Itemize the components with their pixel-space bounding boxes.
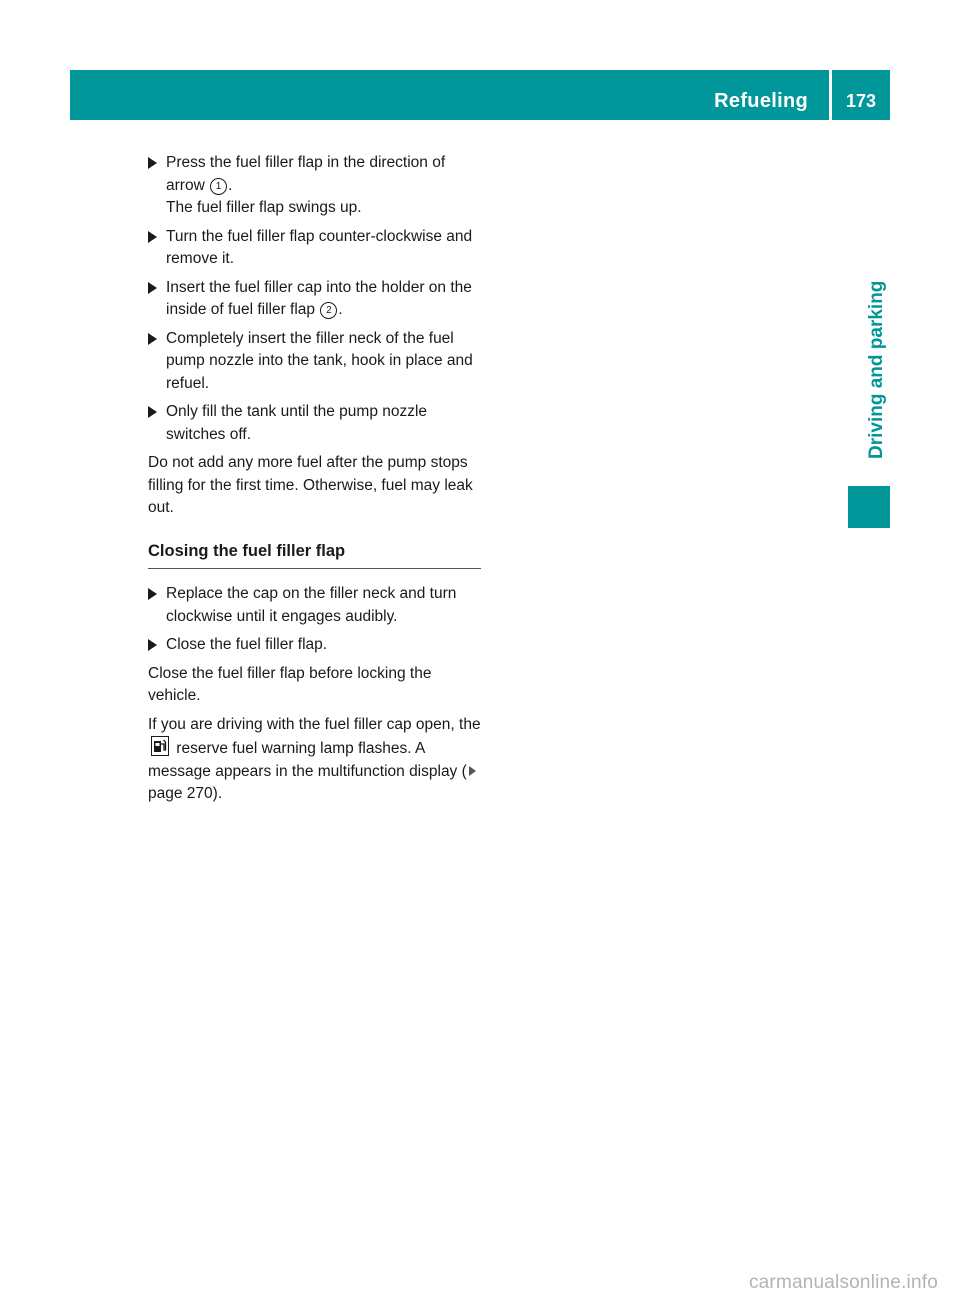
step-text: Press the fuel filler flap in the direction of arrow bbox=[166, 154, 446, 194]
fuel-pump-icon bbox=[151, 736, 169, 756]
note-paragraph: Close the fuel filler flap before locking the vehicle. bbox=[148, 664, 432, 704]
step-text: Turn the fuel filler flap counter-clockwise and remove it. bbox=[166, 227, 473, 267]
step-text: Replace the cap on the filler neck and turn clockwise until it engages audibly. bbox=[166, 585, 457, 625]
instruction-step bbox=[148, 226, 481, 271]
step-arrow-icon bbox=[148, 282, 157, 294]
step-text: Only fill the tank until the pump nozzle switches off. bbox=[166, 403, 428, 443]
number-2-icon: 2 bbox=[320, 302, 337, 319]
number-1-icon: 1 bbox=[210, 178, 227, 195]
instruction-step bbox=[148, 328, 481, 396]
section-heading: Closing the fuel filler flap bbox=[148, 540, 481, 570]
step-text: Insert the fuel filler cap into the holder on the inside of fuel filler flap bbox=[166, 278, 472, 318]
warning-text-cont: reserve fuel warning lamp flashes. A message appears in the multifunction display ( bbox=[148, 740, 467, 780]
instruction-step bbox=[148, 277, 481, 322]
instruction-step bbox=[148, 583, 481, 628]
header-bar bbox=[70, 70, 890, 120]
instruction-step bbox=[148, 634, 481, 657]
side-tab-marker bbox=[848, 486, 890, 528]
step-text: Completely insert the filler neck of the fuel pump nozzle into the tank, hook in place and refuel. bbox=[166, 329, 473, 392]
step-arrow-icon bbox=[148, 231, 157, 243]
warning-text: If you are driving with the fuel filler cap open, the bbox=[148, 715, 481, 733]
page-reference-icon bbox=[469, 766, 476, 776]
step-arrow-icon bbox=[148, 406, 157, 418]
main-content bbox=[148, 152, 481, 812]
warning-paragraph bbox=[148, 714, 481, 806]
note-paragraph: Do not add any more fuel after the pump stops filling for the first time. Otherwise, fuel may leak out. bbox=[148, 454, 473, 516]
instruction-step bbox=[148, 401, 481, 446]
warning-text-end: ). bbox=[212, 785, 223, 802]
page-number: 173 bbox=[845, 91, 877, 111]
instruction-step bbox=[148, 152, 481, 220]
step-arrow-icon bbox=[148, 157, 157, 169]
chapter-title: Refueling bbox=[714, 90, 808, 112]
side-tab-label: Driving and parking bbox=[866, 280, 887, 459]
step-text-end: . bbox=[228, 176, 233, 194]
step-arrow-icon bbox=[148, 639, 157, 651]
page-reference-link[interactable]: page 270 bbox=[148, 785, 213, 802]
watermark: carmanualsonline.info bbox=[748, 1272, 938, 1293]
step-result: The fuel filler flap swings up. bbox=[166, 199, 362, 216]
step-arrow-icon bbox=[148, 333, 157, 345]
step-text: Close the fuel filler flap. bbox=[166, 636, 328, 653]
step-arrow-icon bbox=[148, 588, 157, 600]
side-tab bbox=[848, 130, 890, 470]
step-text-end: . bbox=[338, 301, 343, 318]
